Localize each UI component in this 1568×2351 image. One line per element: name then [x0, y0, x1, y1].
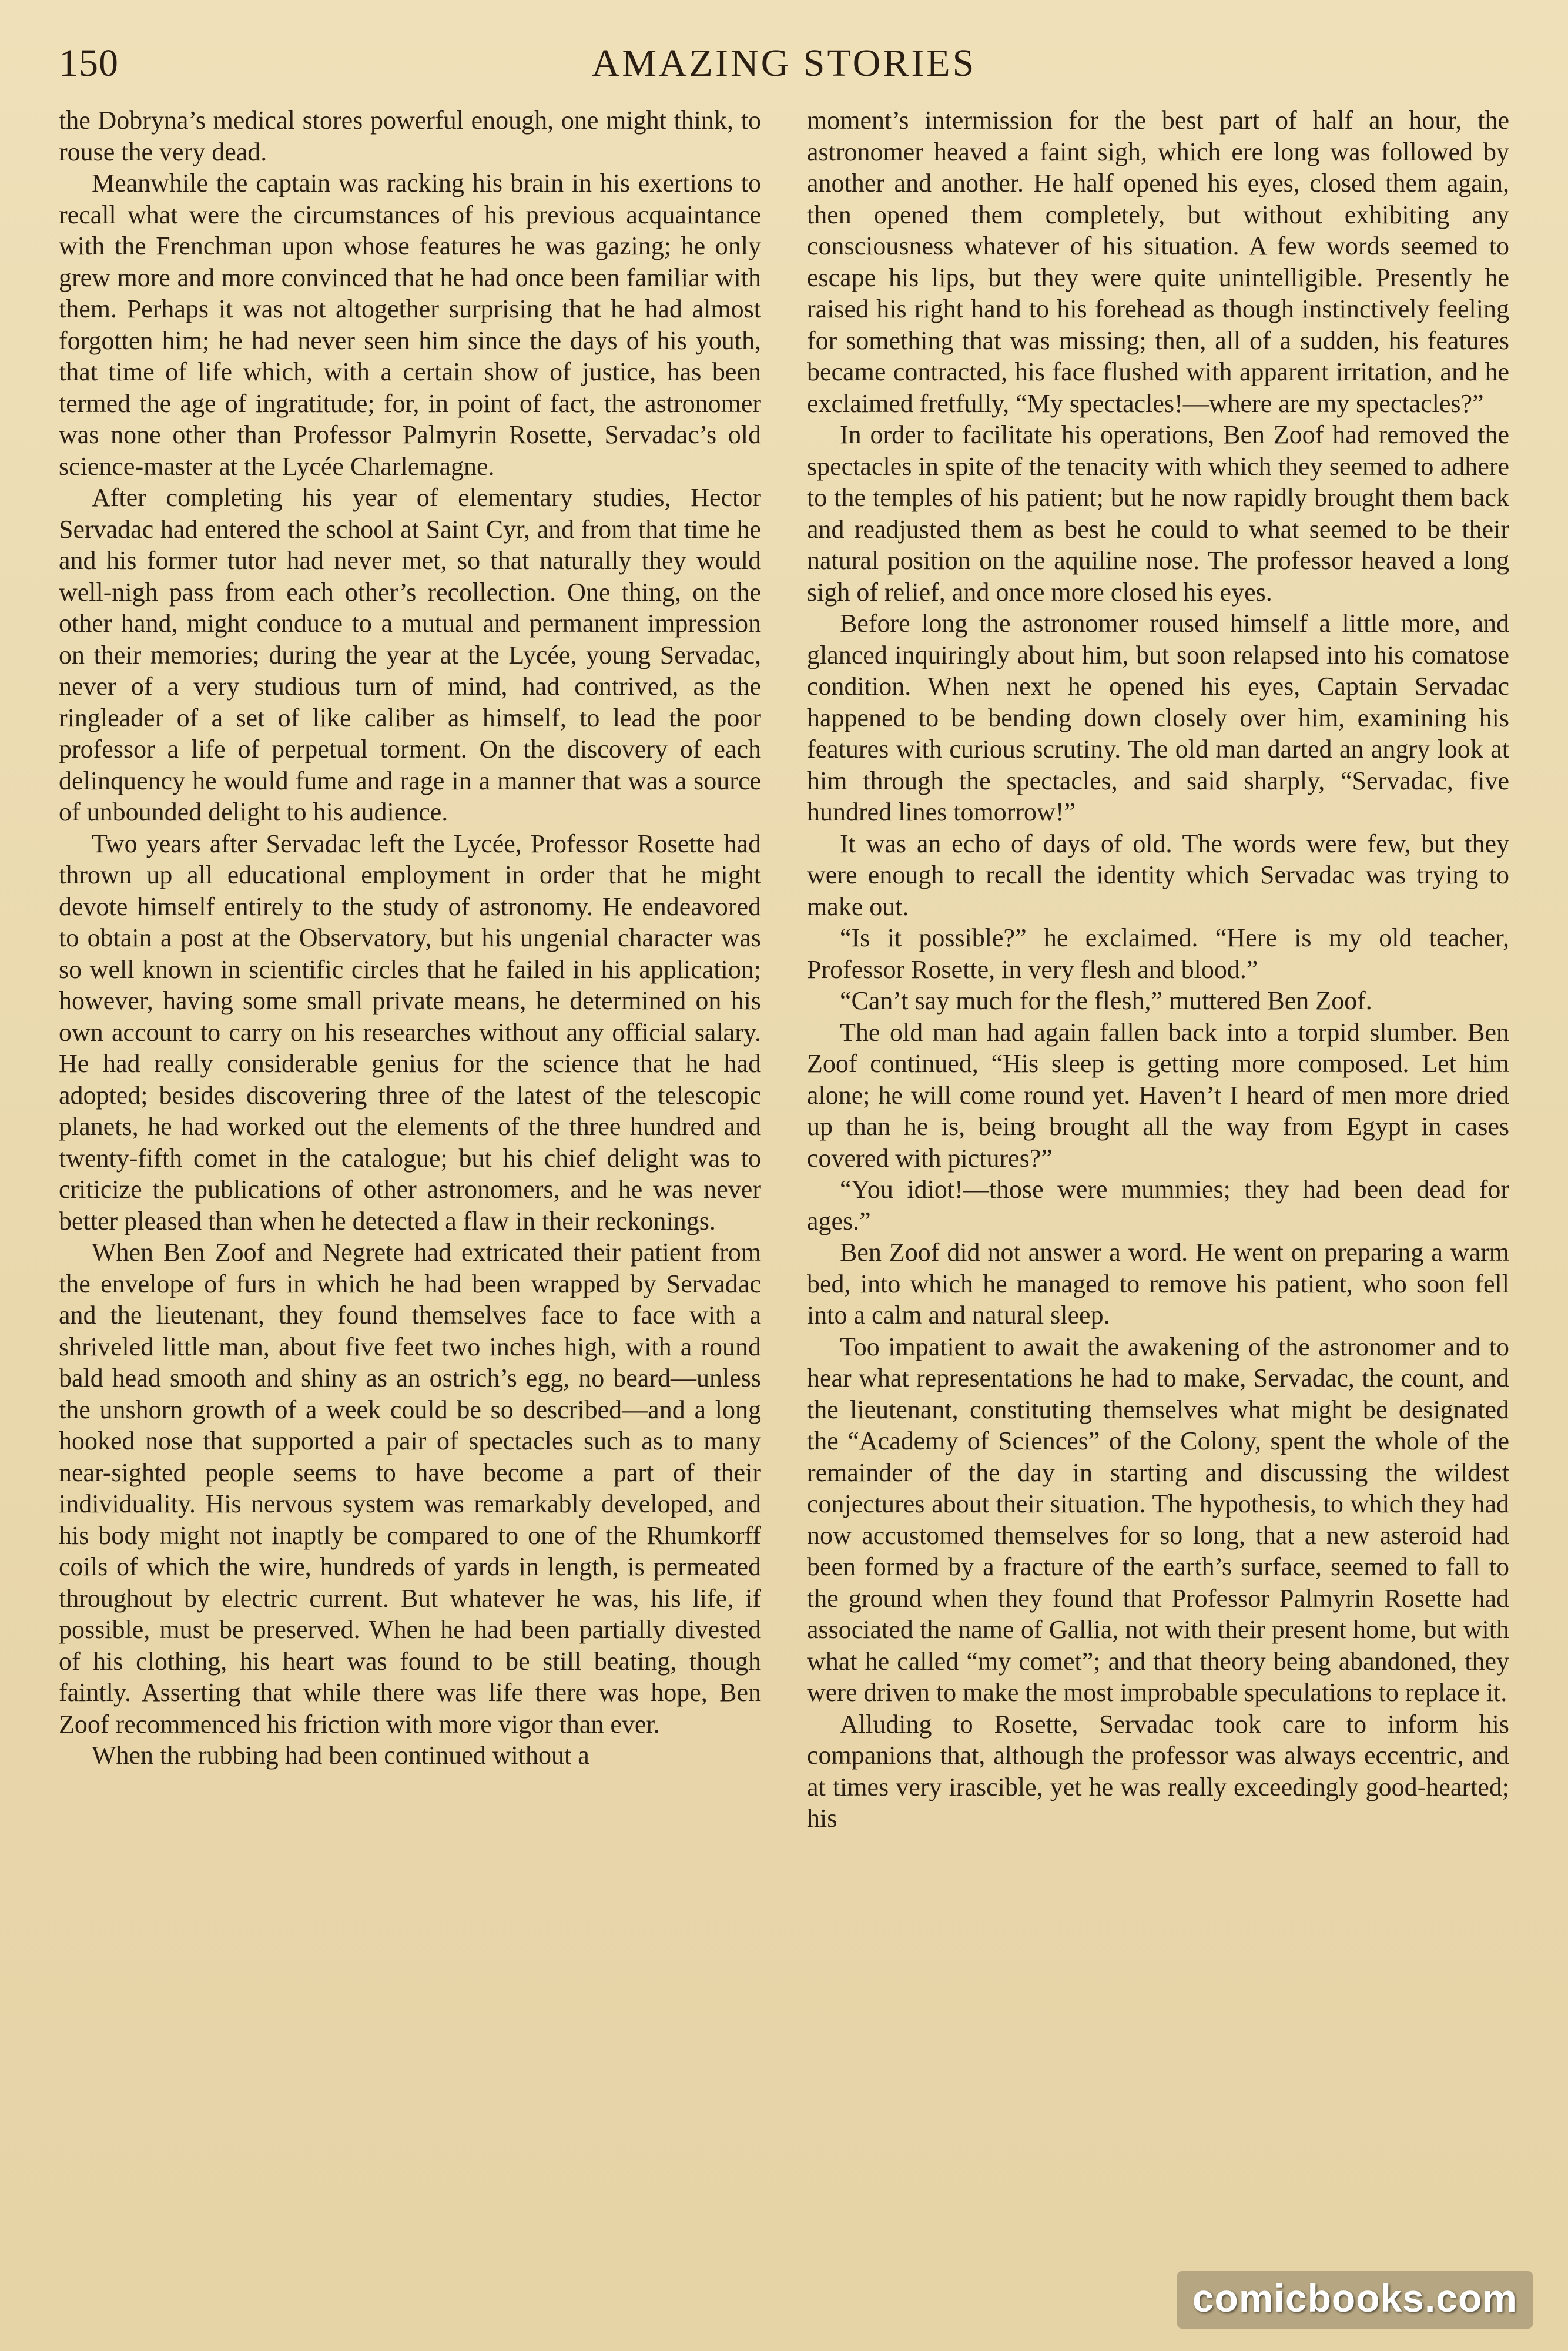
paragraph: “Is it possible?” he exclaimed. “Here is my old teacher, Professor Rosette, in very flesh and blood.” — [807, 923, 1509, 984]
paragraph: After completing his year of elementary studies, Hector Servadac had entered the school at Saint Cyr, and from that time he and his former tutor had never met, so that naturally they would well-nigh pass from each other’s recollection. One thing, on the other hand, might conduce to a mutual and permanent impression on their memories; during the year at the Lycée, young Servadac, never of a very studious turn of mind, had contrived, as the ringleader of a set of like caliber as himself, to lead the poor professor a life of perpetual torment. On the discovery of each delinquency he would fume and rage in a manner that was a source of unbounded delight to his audience. — [59, 483, 761, 826]
magazine-title: AMAZING STORIES — [591, 42, 977, 85]
right-column — [807, 105, 1509, 2238]
watermark: comicbooks.com — [1177, 2271, 1533, 2329]
paragraph: When the rubbing had been continued without a — [92, 1741, 589, 1770]
paragraph: It was an echo of days of old. The words were few, but they were enough to recall the identity which Servadac was trying to make out. — [807, 829, 1509, 921]
paragraph: The old man had again fallen back into a torpid slumber. Ben Zoof continued, “His sleep is getting more composed. Let him alone; he will come round yet. Haven’t I heard of men more dried up than he is, being brought all the way from Egypt in cases covered with pictures?” — [807, 1017, 1509, 1173]
left-column — [59, 105, 761, 2238]
paragraph: the Dobryna’s medical stores powerful enough, one might think, to rouse the very dead. — [59, 106, 761, 166]
paragraph: When Ben Zoof and Negrete had extricated their patient from the envelope of furs in which he had been wrapped by Servadac and the lieutenant, they found themselves face to face with a shriveled little man, about five feet two inches high, with a round bald head smooth and shiny as an ostrich’s egg, no beard—unless the unshorn growth of a week could be so described—and a long hooked nose that supported a pair of spectacles such as to many near-sighted people seems to have become a part of their individuality. His nervous system was remarkably developed, and his body might not inaptly be compared to one of the Rhumkorff coils of which the wire, hundreds of yards in length, is permeated throughout by electric current. But whatever he was, his life, if possible, must be preserved. When he had been partially divested of his clothing, his heart was found to be still beating, though faintly. Asserting that while there was life there was hope, Ben Zoof recommenced his friction with more vigor than ever. — [59, 1238, 761, 1739]
text-columns — [59, 105, 1509, 2238]
paragraph: “Can’t say much for the flesh,” muttered Ben Zoof. — [840, 986, 1372, 1015]
paragraph: Alluding to Rosette, Servadac took care to inform his companions that, although the professor was always eccentric, and at times very irascible, yet he was really exceedingly good-hearted; his — [807, 1709, 1509, 1833]
paragraph: Too impatient to await the awakening of the astronomer and to hear what representations he had to make, Servadac, the count, and the lieutenant, constituting themselves what might be designated the “Academy of Sciences” of the Colony, spent the whole of the remainder of the day in starting and discussing the wildest conjectures about their situation. The hypothesis, to which they had now accustomed themselves for so long, that a new asteroid had been formed by a fracture of the earth’s surface, seemed to fall to the ground when they found that Professor Palmyrin Rosette had associated the name of Gallia, not with their present home, but with what he called “my comet”; and that theory being abandoned, they were driven to make the most improbable speculations to replace it. — [807, 1332, 1509, 1707]
paragraph: Meanwhile the captain was racking his brain in his exertions to recall what were the circumstances of his previous acquaintance with the Frenchman upon whose features he was gazing; he only grew more and more convinced that he had once been familiar with them. Perhaps it was not altogether surprising that he had almost forgotten him; he had never seen him since the days of his youth, that time of life which, with a certain show of justice, has been termed the age of ingratitude; for, in point of fact, the astronomer was none other than Professor Palmyrin Rosette, Servadac’s old science-master at the Lycée Charlemagne. — [59, 169, 761, 481]
paragraph: Ben Zoof did not answer a word. He went on preparing a warm bed, into which he managed to remove his patient, who soon fell into a calm and natural sleep. — [807, 1238, 1509, 1329]
page-number: 150 — [59, 42, 119, 85]
paragraph: “You idiot!—those were mummies; they had been dead for ages.” — [807, 1175, 1509, 1235]
paragraph: Two years after Servadac left the Lycée, Professor Rosette had thrown up all educational employment in order that he might devote himself entirely to the study of astronomy. He endeavored to obtain a post at the Observatory, but his ungenial character was so well known in scientific circles that he failed in his application; however, having some small private means, he determined on his own account to carry on his researches without any official salary. He had really considerable genius for the science that he had adopted; besides discovering three of the latest of the telescopic planets, he had worked out the elements of the three hundred and twenty-fifth comet in the catalogue; but his chief delight was to criticize the publications of other astronomers, and he was never better pleased than when he detected a flaw in their reckonings. — [59, 829, 761, 1235]
page-header — [59, 41, 1509, 106]
paragraph: moment’s intermission for the best part of half an hour, the astronomer heaved a faint sigh, which ere long was followed by another and another. He half opened his eyes, closed them again, then opened them completely, but without exhibiting any consciousness whatever of his situation. A few words seemed to escape his lips, but they were quite unintelligible. Presently he raised his right hand to his forehead as though instinctively feeling for something that was missing; then, all of a sudden, his features became contracted, his face flushed with apparent irritation, and he exclaimed fretfully, “My spectacles!—where are my spectacles?” — [807, 106, 1509, 418]
paragraph: In order to facilitate his operations, Ben Zoof had removed the spectacles in spite of the tenacity with which they seemed to adhere to the temples of his patient; but he now rapidly brought them back and readjusted them as best he could to what seemed to be their natural position on the aquiline nose. The professor heaved a long sigh of relief, and once more closed his eyes. — [807, 420, 1509, 607]
paragraph: Before long the astronomer roused himself a little more, and glanced inquiringly about him, but soon relapsed into his comatose condition. When next he opened his eyes, Captain Servadac happened to be bending down closely over him, examining his features with curious scrutiny. The old man darted an angry look at him through the spectacles, and said sharply, “Servadac, five hundred lines tomorrow!” — [807, 609, 1509, 826]
